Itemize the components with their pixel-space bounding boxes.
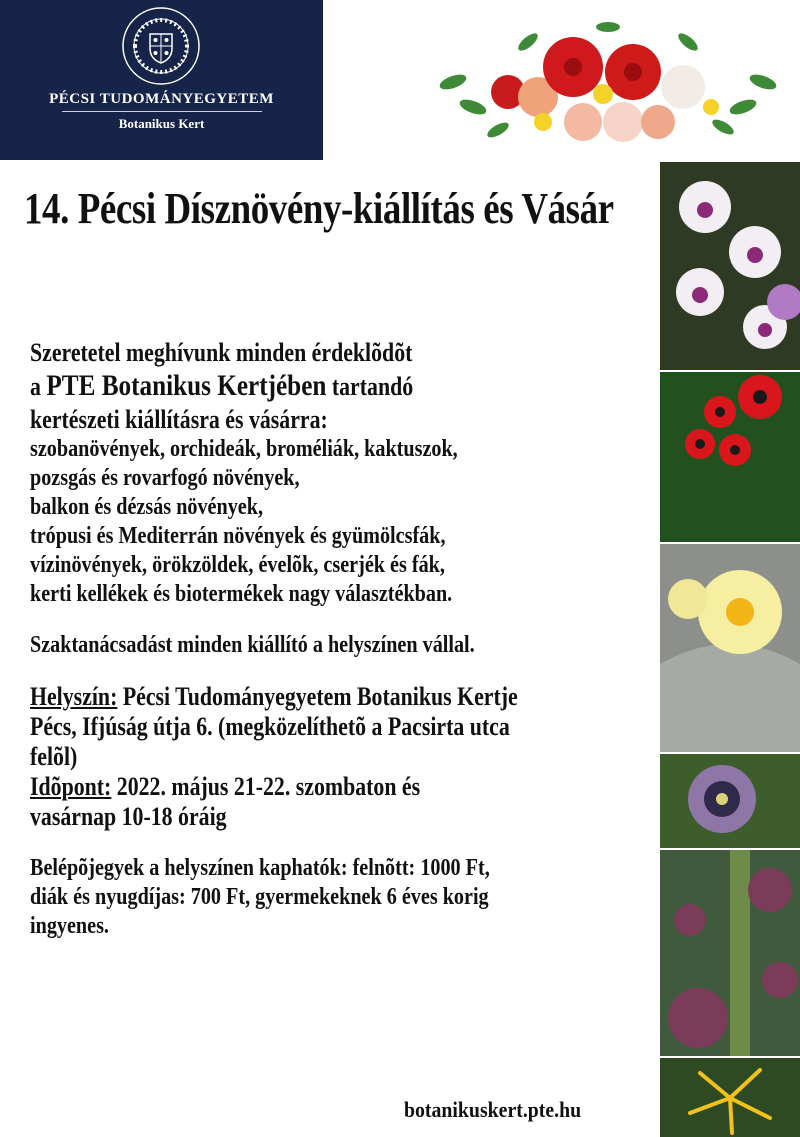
plant-list-item: balkon és dézsás növények,	[30, 494, 264, 520]
stapelia-photo-icon	[660, 850, 800, 1056]
intro-line: a PTE Botanikus Kertjében tartandó	[30, 369, 414, 402]
intro-line: kertészeti kiállításra és vásárra:	[30, 405, 328, 434]
plant-list-item: kerti kellékek és biotermékek nagy választékban.	[30, 581, 453, 607]
intro-line: Szeretetel meghívunk minden érdeklõdõt	[30, 338, 413, 367]
page-title: 14. Pécsi Dísznövény-kiállítás és Vásár	[24, 184, 614, 233]
yellow-lily-photo-icon	[660, 1058, 800, 1137]
plant-list-item: trópusi és Mediterrán növények és gyümölcsfák,	[30, 523, 446, 549]
red-anemone-photo-icon	[660, 372, 800, 542]
university-logo	[0, 0, 323, 160]
advice-text: Szaktanácsadást minden kiállító a helyszínen vállal.	[30, 632, 475, 658]
garden-name-highlight: PTE Botanikus Kertjében	[46, 369, 327, 402]
university-seal-icon	[121, 6, 201, 86]
venue-line: felõl)	[30, 742, 78, 771]
logo-divider	[62, 111, 262, 112]
spacer	[30, 832, 652, 854]
ticket-line: ingyenes.	[30, 913, 109, 939]
cactus-flower-photo-icon	[660, 544, 800, 752]
flower-bouquet-icon	[433, 12, 783, 152]
ticket-line: diák és nyugdíjas: 700 Ft, gyermekeknek 6 éves korig	[30, 884, 489, 910]
website-link[interactable]: botanikuskert.pte.hu	[404, 1097, 582, 1122]
ticket-line: Belépõjegyek a helyszínen kaphatók: felnõtt: 1000 Ft,	[30, 855, 490, 881]
logo-subtitle: Botanikus Kert	[118, 116, 205, 131]
spacer	[30, 609, 652, 631]
invitation-body	[30, 338, 652, 941]
venue-line: Helyszín: Pécsi Tudományegyetem Botanikus Kertje	[30, 682, 518, 711]
time-label: Idõpont:	[30, 772, 112, 801]
spacer	[30, 660, 652, 682]
time-line: vasárnap 10-18 óráig	[30, 802, 227, 831]
time-line: Idõpont: 2022. május 21-22. szombaton és	[30, 772, 421, 801]
venue-label: Helyszín:	[30, 682, 118, 711]
passion-flower-photo-icon	[660, 754, 800, 848]
plant-list-item: vízinövények, örökzöldek, évelõk, cserjék és fák,	[30, 552, 445, 578]
logo-name: PÉCSI TUDOMÁNYEGYETEM	[49, 91, 274, 107]
plant-list-item: szobanövények, orchideák, broméliák, kaktuszok,	[30, 436, 458, 462]
venue-line: Pécs, Ifjúság útja 6. (megközelíthetõ a Pacsirta utca	[30, 712, 510, 741]
flower-photo-strip	[660, 162, 800, 1137]
plant-list-item: pozsgás és rovarfogó növények,	[30, 465, 300, 491]
